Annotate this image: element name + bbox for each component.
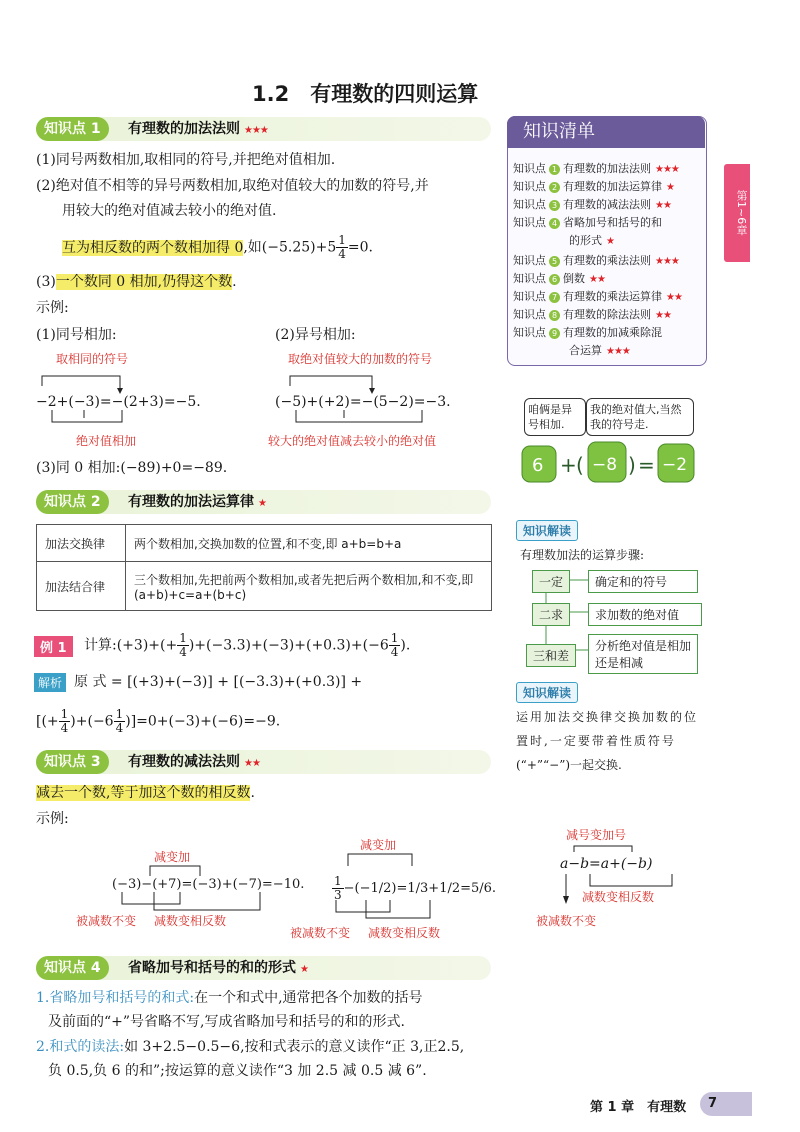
sub-note-top: 减号变加号: [566, 828, 627, 842]
kp1-rule3-end: .: [232, 274, 237, 290]
list-item-stars: ★★: [655, 310, 671, 321]
list-item-label: 知识点: [513, 290, 546, 303]
robot-1-value: 6: [532, 455, 544, 476]
kp4-title: [128, 956, 308, 982]
kp3-ex1-note-top: 减变加: [154, 850, 191, 864]
footer-page-number: 7: [700, 1092, 752, 1116]
list-item-label: 知识点: [513, 216, 546, 229]
list-item: [513, 178, 674, 194]
step-2: 二求: [532, 603, 570, 626]
rule-name: 加法交换律: [37, 525, 126, 562]
tip2-text-b: 置时,一定要带着性质符号: [516, 734, 676, 748]
kp4-item2-text-a: 如 3+2.5−0.5−6,按和式表示的意义读作“正 3,正2.5,: [124, 1039, 465, 1055]
list-item-text: 有理数的除法法则: [563, 308, 651, 321]
frac-numerator: 1: [115, 707, 124, 721]
kp1-stars: ★★★: [244, 125, 268, 136]
kp1-ex-c: (3)同 0 相加:(−89)+0=−89.: [36, 460, 228, 476]
kp1-ex-b-note-bottom: 较大的绝对值减去较小的绝对值: [268, 434, 437, 448]
robot-3-value: −2: [662, 455, 688, 475]
list-item-label: 知识点: [513, 162, 546, 175]
svg-text:=: =: [638, 453, 655, 477]
kp1-rule1: (1)同号两数相加,取相同的符号,并把绝对值相加.: [36, 152, 336, 168]
list-item-stars: ★★★: [606, 346, 630, 357]
list-item-text: 的形式: [569, 234, 602, 247]
kp1-rule2b: 用较大的绝对值减去较小的绝对值.: [62, 203, 277, 219]
list-item: [513, 252, 679, 268]
kp1-opposite-rest-a: ,如(−5.25)+5: [243, 239, 337, 256]
list-item: [569, 232, 614, 248]
robots-illustration: [516, 438, 704, 488]
list-item-num: 7: [549, 292, 560, 303]
kp1-ex-a-expr: −2+(−3)=−(2+3)=−5.: [36, 394, 201, 410]
kp1-ex-a-note-top: 取相同的符号: [56, 352, 129, 366]
list-item-num: 9: [549, 328, 560, 339]
list-item-text: 有理数的加法法则: [563, 162, 651, 175]
kp3-example-label: 示例:: [36, 811, 69, 827]
list-item-stars: ★★★: [655, 164, 679, 175]
kp1-rule3-hl: 一个数同 0 相加,仍得这个数: [55, 274, 233, 290]
kp4-item1: [36, 988, 423, 1008]
sub-arrows: [560, 838, 680, 918]
kp1-tag: 知识点 1: [36, 117, 109, 141]
list-item: [569, 342, 630, 358]
kp3-ex2-expr-rest: −(−1/2)=1/3+1/2=5/6.: [343, 881, 497, 896]
list-item-label: 知识点: [513, 198, 546, 211]
rule-name: 加法结合律: [37, 562, 126, 611]
speech-bubble-1: 咱俩是异号相加.: [524, 398, 586, 436]
analysis-line-b: [36, 708, 280, 735]
kp1-ex-b-expr: (−5)+(+2)=−(5−2)=−3.: [275, 394, 451, 410]
frac-denominator: 4: [390, 645, 399, 659]
list-item: [513, 306, 671, 322]
kp1-ex-b-label: (2)异号相加:: [275, 327, 356, 343]
frac-numerator: 1: [60, 707, 69, 721]
kp1-title-text: 有理数的加法法则: [128, 121, 240, 137]
list-item: [513, 214, 666, 230]
example1-tag: 例 1: [34, 636, 73, 657]
ex1-q-c: ).: [400, 637, 411, 654]
list-item-text: 合运算: [569, 344, 602, 357]
analysis-frac1: [59, 708, 71, 735]
list-item: [513, 160, 679, 176]
list-item-label: 知识点: [513, 180, 546, 193]
frac-denominator: 3: [334, 888, 342, 902]
kp3-ex2-note-b: 减数变相反数: [368, 926, 441, 940]
tip2-tag: 知识解读: [516, 682, 578, 703]
frac-numerator: 1: [390, 631, 399, 645]
step-3-desc: 分析绝对值是相加还是相减: [588, 634, 698, 674]
list-item-stars: ★: [606, 236, 614, 247]
table-row: [37, 562, 492, 611]
step-2-desc: 求加数的绝对值: [588, 603, 702, 626]
kp2-title-text: 有理数的加法运算律: [128, 494, 254, 510]
list-item-num: 4: [549, 218, 560, 229]
ex1-q-a: 计算:(+3)+(+: [84, 637, 178, 654]
kp3-title-text: 有理数的减法法则: [128, 754, 240, 770]
list-item-stars: ★★: [655, 200, 671, 211]
kp4-title-text: 省略加号和括号的和的形式: [128, 960, 296, 976]
table-row: [37, 525, 492, 562]
footer-chapter: 第 1 章 有理数: [590, 1100, 687, 1115]
list-item-text: 有理数的乘法法则: [563, 254, 651, 267]
step-3: 三和差: [526, 644, 576, 667]
rule-desc: 两个数相加,交换加数的位置,和不变,即 a+b=b+a: [126, 525, 492, 562]
kp1-example-label: 示例:: [36, 300, 69, 316]
kp2-title: [128, 490, 266, 516]
sub-note-mid: 减数变相反数: [582, 890, 655, 904]
list-item-label: 知识点: [513, 272, 546, 285]
list-item-label: 知识点: [513, 254, 546, 267]
analysis-b-c: )]=0+(−3)+(−6)=−9.: [125, 713, 281, 730]
kp3-tag: 知识点 3: [36, 750, 109, 774]
list-item: [513, 324, 666, 340]
list-item-text: 倒数: [563, 272, 585, 285]
kp3-title: [128, 750, 260, 776]
kp1-rule3-prefix: (3): [36, 274, 56, 290]
kp1-ex-a-label: (1)同号相加:: [36, 327, 117, 343]
analysis-tag: 解析: [34, 673, 66, 692]
list-item-label: 知识点: [513, 308, 546, 321]
list-item-text: 省略加号和括号的和: [563, 216, 662, 229]
analysis-b-b: )+(−6: [70, 713, 114, 730]
sub-expr: a−b=a+(−b): [560, 856, 653, 872]
kp1-opposite-frac: [336, 234, 348, 261]
rule-desc: 三个数相加,先把前两个数相加,或者先把后两个数相加,和不变,即(a+b)+c=a+(b+c): [126, 562, 492, 611]
svg-text:(: (: [576, 453, 584, 477]
list-item-text: 有理数的加减乘除混: [563, 326, 662, 339]
frac-numerator: 1: [338, 233, 346, 247]
kp1-title: [128, 117, 268, 143]
frac-denominator: 4: [115, 721, 124, 735]
sidebar-list: [513, 160, 703, 360]
list-item-num: 3: [549, 200, 560, 211]
ex1-frac1: [177, 632, 189, 659]
list-item-text: 有理数的乘法运算律: [563, 290, 662, 303]
speech-bubble-2: 我的绝对值大,当然我的符号走.: [586, 398, 694, 436]
kp4-item1-text-a: 在一个和式中,通常把各个加数的括号: [194, 990, 423, 1006]
kp3-ex2-note-a: 被减数不变: [290, 926, 351, 940]
sidebar-list-title: 知识清单: [507, 116, 705, 148]
kp1-ex-a-note-bottom: 绝对值相加: [76, 434, 137, 448]
svg-text:+: +: [560, 453, 577, 477]
chapter-tab[interactable]: 第1~6章: [724, 164, 750, 262]
kp4-item2-b: 负 0.5,负 6 的和”;按运算的意义读作“3 加 2.5 减 0.5 减 6”.: [48, 1063, 427, 1079]
kp3-ex2-frac: [332, 875, 344, 902]
page-title: 1.2 有理数的四则运算: [252, 82, 479, 106]
analysis-b-a: [(+: [36, 713, 59, 730]
list-item-num: 1: [549, 164, 560, 175]
list-item-stars: ★★: [589, 274, 605, 285]
list-item-num: 8: [549, 310, 560, 321]
kp4-item2-label: 2.和式的读法:: [36, 1039, 125, 1055]
list-item-text: 有理数的加法运算律: [563, 180, 662, 193]
kp4-stars: ★: [300, 964, 308, 975]
kp3-rule: [36, 783, 255, 803]
frac-numerator: 1: [179, 631, 187, 645]
sub-note-bottom: 被减数不变: [536, 914, 597, 928]
svg-text:): ): [628, 453, 636, 477]
list-item-stars: ★★: [666, 292, 682, 303]
kp1-rule3: [36, 272, 237, 292]
tip2-text-c: (“+”“−”)一起交换.: [516, 758, 622, 772]
kp4-item1-b: 及前面的“+”号省略不写,写成省略加号和括号的和的形式.: [48, 1014, 405, 1030]
frac-numerator: 1: [334, 874, 342, 888]
kp3-ex1-expr: (−3)−(+7)=(−3)+(−7)=−10.: [112, 877, 305, 892]
analysis-frac2: [114, 708, 126, 735]
kp3-ex1-note-a: 被减数不变: [76, 914, 137, 928]
frac-denominator: 4: [60, 721, 69, 735]
step-1: 一定: [532, 570, 570, 593]
tip1-intro: 有理数加法的运算步骤:: [520, 548, 645, 562]
kp2-tag: 知识点 2: [36, 490, 109, 514]
kp3-ex2-note-top: 减变加: [360, 838, 397, 852]
robot-2-value: −8: [592, 455, 618, 475]
list-item-num: 2: [549, 182, 560, 193]
list-item-num: 6: [549, 274, 560, 285]
kp2-stars: ★: [258, 498, 266, 509]
kp2-rules-table: [36, 524, 492, 611]
kp4-item1-label: 1.省略加号和括号的和式:: [36, 990, 195, 1006]
kp1-opposite-hl: 互为相反数的两个数相加得 0: [62, 239, 244, 256]
step-1-desc: 确定和的符号: [588, 570, 698, 593]
list-item: [513, 270, 605, 286]
list-item: [513, 196, 671, 212]
list-item-stars: ★: [666, 182, 674, 193]
kp4-tag: 知识点 4: [36, 956, 109, 980]
tip1-tag: 知识解读: [516, 520, 578, 541]
example1-question: [84, 632, 410, 659]
analysis-line-a: 原 式 = [(+3)+(−3)] + [(−3.3)+(+0.3)] +: [74, 674, 363, 690]
list-item: [513, 288, 682, 304]
kp3-ex1-note-b: 减数变相反数: [154, 914, 227, 928]
kp3-rule-hl: 减去一个数,等于加这个数的相反数: [36, 785, 251, 801]
kp4-item2: [36, 1037, 464, 1057]
frac-denominator: 4: [338, 247, 346, 261]
kp1-ex-b-note-top: 取绝对值较大的加数的符号: [288, 352, 433, 366]
kp3-rule-end: .: [250, 785, 255, 801]
ex1-q-b: )+(−3.3)+(−3)+(+0.3)+(−6: [188, 637, 389, 654]
kp1-opposite: [62, 234, 373, 261]
list-item-stars: ★★★: [655, 256, 679, 267]
list-item-num: 5: [549, 256, 560, 267]
list-item-text: 有理数的减法法则: [563, 198, 651, 211]
tip2-text-a: 运用加法交换律交换加数的位: [516, 710, 699, 724]
kp1-rule2a: (2)绝对值不相等的异号两数相加,取绝对值较大的加数的符号,并: [36, 178, 429, 194]
kp1-opposite-rest-b: =0.: [347, 239, 374, 256]
list-item-label: 知识点: [513, 326, 546, 339]
kp3-stars: ★★: [244, 758, 260, 769]
ex1-frac2: [389, 632, 401, 659]
kp3-ex2-expr: [332, 875, 496, 902]
frac-denominator: 4: [179, 645, 187, 659]
